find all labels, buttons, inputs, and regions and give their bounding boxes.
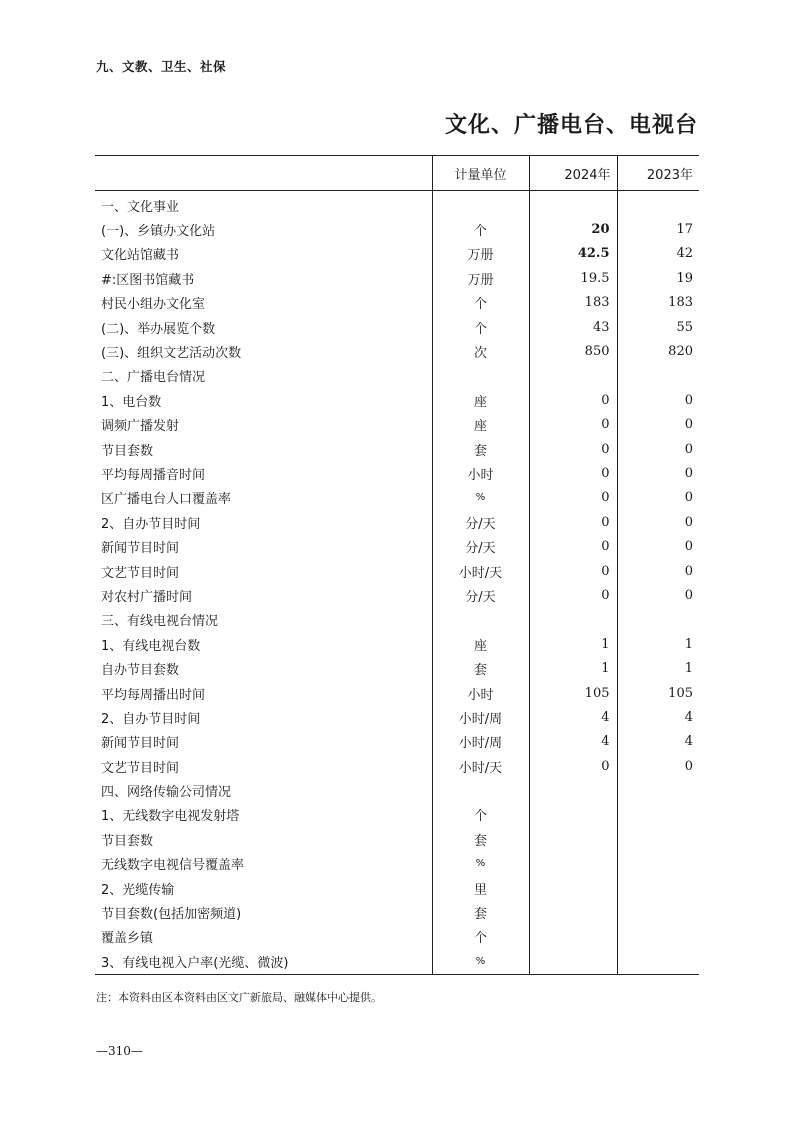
- row-unit: 套: [432, 656, 529, 680]
- row-value-2024: [529, 949, 617, 974]
- row-label: 3、有线电视入户率(光缆、微波): [95, 949, 432, 974]
- table-row: [95, 705, 699, 729]
- row-label: 覆盖乡镇: [101, 931, 154, 947]
- row-unit: 套: [432, 827, 529, 851]
- row-label: 节目套数(包括加密频道): [101, 907, 242, 923]
- table-row: [95, 632, 699, 656]
- row-unit: %: [432, 486, 529, 510]
- row-value-2023: 42: [617, 242, 699, 266]
- row-unit: [432, 778, 529, 802]
- row-unit: 小时/周: [432, 730, 529, 754]
- row-unit: 万册: [432, 242, 529, 266]
- row-label: 平均每周播出时间: [101, 687, 206, 703]
- row-unit: 个: [432, 803, 529, 827]
- row-label: (三)、组织文艺活动次数: [101, 346, 242, 362]
- row-label: #:区图书馆藏书: [101, 272, 195, 288]
- row-label: 调频广播发射: [101, 419, 180, 435]
- row-value-2023: 55: [617, 315, 699, 339]
- table-row: [95, 754, 699, 778]
- row-unit: 小时/周: [432, 705, 529, 729]
- row-value-2023: [617, 949, 699, 974]
- row-label: 区广播电台人口覆盖率: [101, 492, 232, 508]
- row-value-2023: 4: [617, 705, 699, 729]
- row-value-2023: [617, 803, 699, 827]
- row-value-2023: 19: [617, 266, 699, 290]
- row-value-2024: [529, 900, 617, 924]
- row-value-2024: [529, 827, 617, 851]
- table-header: [95, 156, 699, 191]
- row-value-2024: 0: [529, 461, 617, 485]
- header-2024-col: 2024年: [529, 156, 617, 191]
- row-value-2023: 0: [617, 510, 699, 534]
- row-value-2023: 0: [617, 486, 699, 510]
- row-value-2023: 0: [617, 534, 699, 558]
- row-value-2023: 0: [617, 583, 699, 607]
- table-body: [95, 191, 699, 975]
- row-value-2023: 1: [617, 656, 699, 680]
- row-label: 2、自办节目时间: [101, 711, 201, 727]
- row-label: 三、有线电视台情况: [101, 614, 219, 630]
- row-unit: [432, 364, 529, 388]
- row-label: 一、文化事业: [101, 199, 180, 215]
- table-row: [95, 315, 699, 339]
- row-unit: 座: [432, 388, 529, 412]
- page-title: 文化、广播电台、电视台: [444, 113, 698, 138]
- row-label: 无线数字电视信号覆盖率: [101, 858, 245, 874]
- row-label: 文艺节目时间: [101, 760, 180, 776]
- row-value-2024: 1: [529, 632, 617, 656]
- table-row: [95, 608, 699, 632]
- row-unit: 套: [432, 900, 529, 924]
- table-row: [95, 266, 699, 290]
- table-row: [95, 339, 699, 363]
- table-row: [95, 510, 699, 534]
- row-value-2023: 183: [617, 291, 699, 315]
- table-row: [95, 559, 699, 583]
- row-value-2024: 0: [529, 510, 617, 534]
- row-value-2023: [617, 364, 699, 388]
- row-value-2023: 0: [617, 559, 699, 583]
- row-label: (二)、举办展览个数: [101, 321, 216, 337]
- table-row: [95, 413, 699, 437]
- table-row: [95, 925, 699, 949]
- row-unit: 小时: [432, 681, 529, 705]
- table-row: [95, 461, 699, 485]
- table-row: [95, 827, 699, 851]
- row-label: 1、无线数字电视发射塔: [101, 809, 240, 825]
- row-value-2024: 1: [529, 656, 617, 680]
- section-header: 九、文教、卫生、社保: [96, 59, 227, 74]
- row-value-2024: [529, 925, 617, 949]
- table-row: [95, 852, 699, 876]
- table-row: [95, 876, 699, 900]
- table-row: [95, 217, 699, 241]
- row-unit: 小时/天: [432, 754, 529, 778]
- row-label: 四、网络传输公司情况: [101, 785, 232, 801]
- footnote: 注：本资料由区本资料由区文广新旅局、融媒体中心提供。: [96, 991, 382, 1004]
- row-value-2024: 0: [529, 413, 617, 437]
- statistics-table: [95, 155, 699, 975]
- row-label: 节目套数: [101, 833, 154, 849]
- table-row: [95, 364, 699, 388]
- row-value-2024: [529, 364, 617, 388]
- row-unit: 套: [432, 437, 529, 461]
- row-value-2024: 43: [529, 315, 617, 339]
- row-unit: 座: [432, 413, 529, 437]
- row-label: 平均每周播音时间: [101, 467, 206, 483]
- row-value-2023: [617, 876, 699, 900]
- row-value-2024: 4: [529, 730, 617, 754]
- table-row: [95, 778, 699, 802]
- table-row: [95, 437, 699, 461]
- row-label: 1、电台数: [101, 394, 162, 410]
- table-row: [95, 534, 699, 558]
- row-value-2024: 0: [529, 486, 617, 510]
- row-value-2023: [617, 778, 699, 802]
- table-row: [95, 242, 699, 266]
- row-label: 二、广播电台情况: [101, 370, 206, 386]
- row-unit: 万册: [432, 266, 529, 290]
- row-value-2024: 0: [529, 388, 617, 412]
- row-label: 新闻节目时间: [101, 541, 180, 557]
- row-unit: [432, 608, 529, 632]
- row-unit: 个: [432, 315, 529, 339]
- row-value-2023: [617, 608, 699, 632]
- row-value-2023: 105: [617, 681, 699, 705]
- row-value-2023: 0: [617, 413, 699, 437]
- row-unit: 分/天: [432, 510, 529, 534]
- row-unit: 个: [432, 925, 529, 949]
- row-value-2024: [529, 778, 617, 802]
- table-row: [95, 583, 699, 607]
- table-row: [95, 291, 699, 315]
- row-unit: 座: [432, 632, 529, 656]
- row-value-2024: [529, 608, 617, 632]
- row-value-2024: 42.5: [529, 242, 617, 266]
- row-value-2024: 0: [529, 534, 617, 558]
- row-value-2023: 0: [617, 388, 699, 412]
- row-value-2023: 1: [617, 632, 699, 656]
- table-row: [95, 388, 699, 412]
- row-label: 节目套数: [101, 443, 154, 459]
- row-label: 村民小组办文化室: [101, 297, 206, 313]
- row-value-2024: 850: [529, 339, 617, 363]
- row-value-2024: 0: [529, 437, 617, 461]
- row-value-2023: 17: [617, 217, 699, 241]
- row-value-2024: 0: [529, 559, 617, 583]
- table-row: [95, 730, 699, 754]
- header-unit-col: 计量单位: [432, 156, 529, 191]
- table-row: [95, 681, 699, 705]
- row-value-2023: [617, 900, 699, 924]
- row-unit: 小时/天: [432, 559, 529, 583]
- page-number: —310—: [96, 1044, 143, 1058]
- row-label: 新闻节目时间: [101, 736, 180, 752]
- row-label: 自办节目套数: [101, 663, 180, 679]
- row-unit: 次: [432, 339, 529, 363]
- table-row: [95, 191, 699, 218]
- row-value-2024: 4: [529, 705, 617, 729]
- table-row: [95, 900, 699, 924]
- row-unit: 里: [432, 876, 529, 900]
- row-unit: 分/天: [432, 583, 529, 607]
- row-value-2024: 0: [529, 583, 617, 607]
- row-value-2023: 4: [617, 730, 699, 754]
- row-unit: 个: [432, 217, 529, 241]
- header-label-col: [95, 156, 432, 191]
- row-unit: %: [432, 852, 529, 876]
- row-value-2023: 0: [617, 754, 699, 778]
- table-row: [95, 949, 699, 974]
- row-value-2024: 0: [529, 754, 617, 778]
- row-label: 1、有线电视台数: [101, 638, 201, 654]
- row-value-2023: [617, 191, 699, 218]
- row-unit: 分/天: [432, 534, 529, 558]
- header-2023-col: 2023年: [617, 156, 699, 191]
- row-unit: %: [432, 949, 529, 974]
- row-value-2023: [617, 852, 699, 876]
- row-unit: 小时: [432, 461, 529, 485]
- row-label: (一)、乡镇办文化站: [101, 224, 216, 240]
- table-row: [95, 486, 699, 510]
- row-value-2024: [529, 852, 617, 876]
- row-value-2024: [529, 803, 617, 827]
- row-value-2023: [617, 925, 699, 949]
- row-value-2023: 0: [617, 437, 699, 461]
- row-label: 对农村广播时间: [101, 589, 193, 605]
- row-label: 2、光缆传输: [101, 882, 175, 898]
- row-value-2024: [529, 191, 617, 218]
- row-label: 2、自办节目时间: [101, 516, 201, 532]
- row-label: 文艺节目时间: [101, 565, 180, 581]
- row-value-2024: 19.5: [529, 266, 617, 290]
- row-value-2023: 820: [617, 339, 699, 363]
- row-value-2024: [529, 876, 617, 900]
- row-value-2023: [617, 827, 699, 851]
- table-row: [95, 656, 699, 680]
- row-value-2024: 105: [529, 681, 617, 705]
- row-unit: 个: [432, 291, 529, 315]
- row-unit: [432, 191, 529, 218]
- row-label: 文化站馆藏书: [101, 248, 180, 264]
- row-value-2024: 183: [529, 291, 617, 315]
- table-row: [95, 803, 699, 827]
- row-value-2024: 20: [529, 217, 617, 241]
- row-value-2023: 0: [617, 461, 699, 485]
